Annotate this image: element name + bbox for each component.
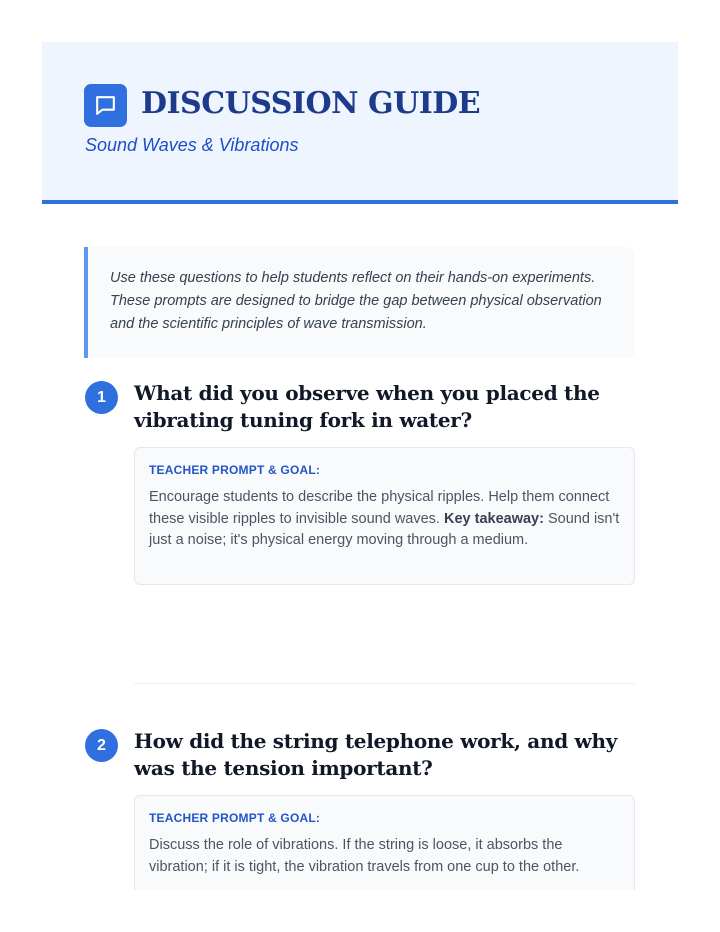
intro-callout: [84, 247, 635, 358]
question-number-badge: 1: [85, 381, 118, 414]
key-takeaway-text: Sound isn't just a noise; it's physical energy moving through a medium.: [149, 510, 620, 548]
page-subtitle: Sound Waves & Vibrations: [85, 135, 299, 155]
prompt-text: Encourage students to describe the physical ripples. Help them connect these visible ripples to invisible sound waves.: [149, 489, 610, 527]
section-divider: [134, 683, 635, 684]
intro-text: Use these questions to help students reflect on their hands-on experiments. These prompts are designed to bridge the gap between physical observation and the scientific principles of wave transmission.: [110, 270, 602, 332]
prompt-body: [149, 487, 620, 552]
prompt-label: TEACHER PROMPT & GOAL:: [149, 463, 321, 477]
question-text: What did you observe when you placed the vibrating tuning fork in water?: [134, 381, 600, 432]
header-banner: [42, 42, 678, 204]
prompt-label: TEACHER PROMPT & GOAL:: [149, 811, 321, 825]
page-title: DISCUSSION GUIDE: [141, 86, 481, 121]
prompt-body: Discuss the role of vibrations. If the string is loose, it absorbs the vibration; if it is tight, the vibration travels from one cup to the other.: [149, 837, 580, 875]
question-number-badge: 2: [85, 729, 118, 762]
chat-bubble-icon: [84, 84, 127, 127]
question-text: How did the string telephone work, and why was the tension important?: [134, 729, 618, 780]
key-takeaway-label: Key takeaway:: [444, 510, 544, 527]
teacher-prompt-box: [134, 447, 635, 585]
page-bottom-margin: [0, 890, 720, 932]
